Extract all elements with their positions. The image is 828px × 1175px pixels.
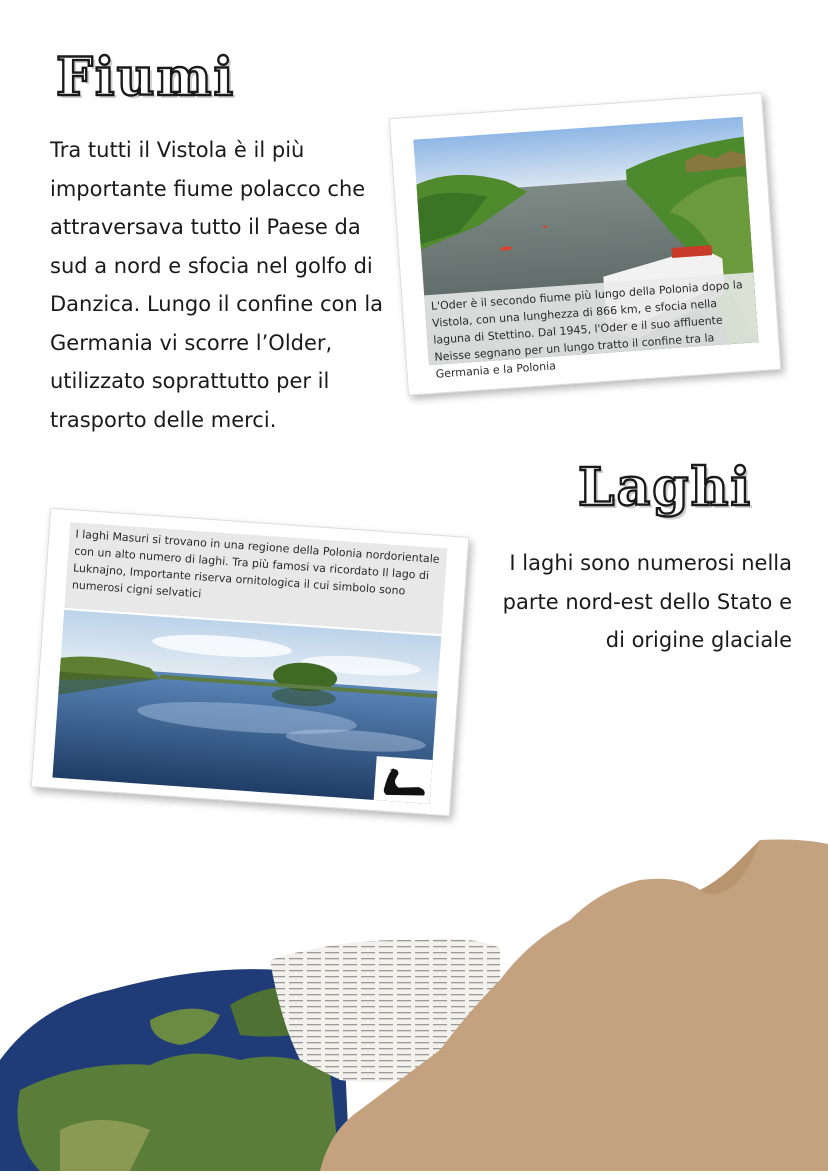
swan-icon xyxy=(374,756,433,804)
laghi-paragraph: I laghi sono numerosi nella parte nord-est dello Stato e di origine glaciale xyxy=(502,551,792,652)
masurian-lakes-postcard xyxy=(31,508,470,817)
oder-river-postcard xyxy=(389,92,781,395)
section-title-laghi: Laghi xyxy=(578,457,753,518)
masuri-photo-caption: I laghi Masuri si trovano in una regione della Polonia nordorientale con un alto numero di laghi. Tra più famosi va ricordato Il lago di Luknajno, Importante riserva ornitologica il cui simbolo sono numerosi cigni selvatici xyxy=(64,522,447,634)
fiumi-paragraph: Tra tutti il Vistola è il più importante fiume polacco che attraversava tutto il Paese da sud a nord e sfocia nel golfo di Danzica. Lungo il confine con la Germania vi scorre l’Older, utilizzato soprattutto per il trasporto delle merci. xyxy=(50,138,384,432)
swan-icon-box xyxy=(374,756,433,804)
europe-map-collage xyxy=(0,830,828,1171)
oder-photo-caption: L'Oder è il secondo fiume più lungo della Polonia dopo la Vistola, con una lunghezza di 866 km, e sfocia nella laguna di Stettino. Dal 1945, l'Oder e il suo affluente Neisse segnano per un lungo tratto il confine tra la Germania e la Polonia xyxy=(424,272,758,365)
section-title-fiumi: Fiumi xyxy=(56,47,236,108)
